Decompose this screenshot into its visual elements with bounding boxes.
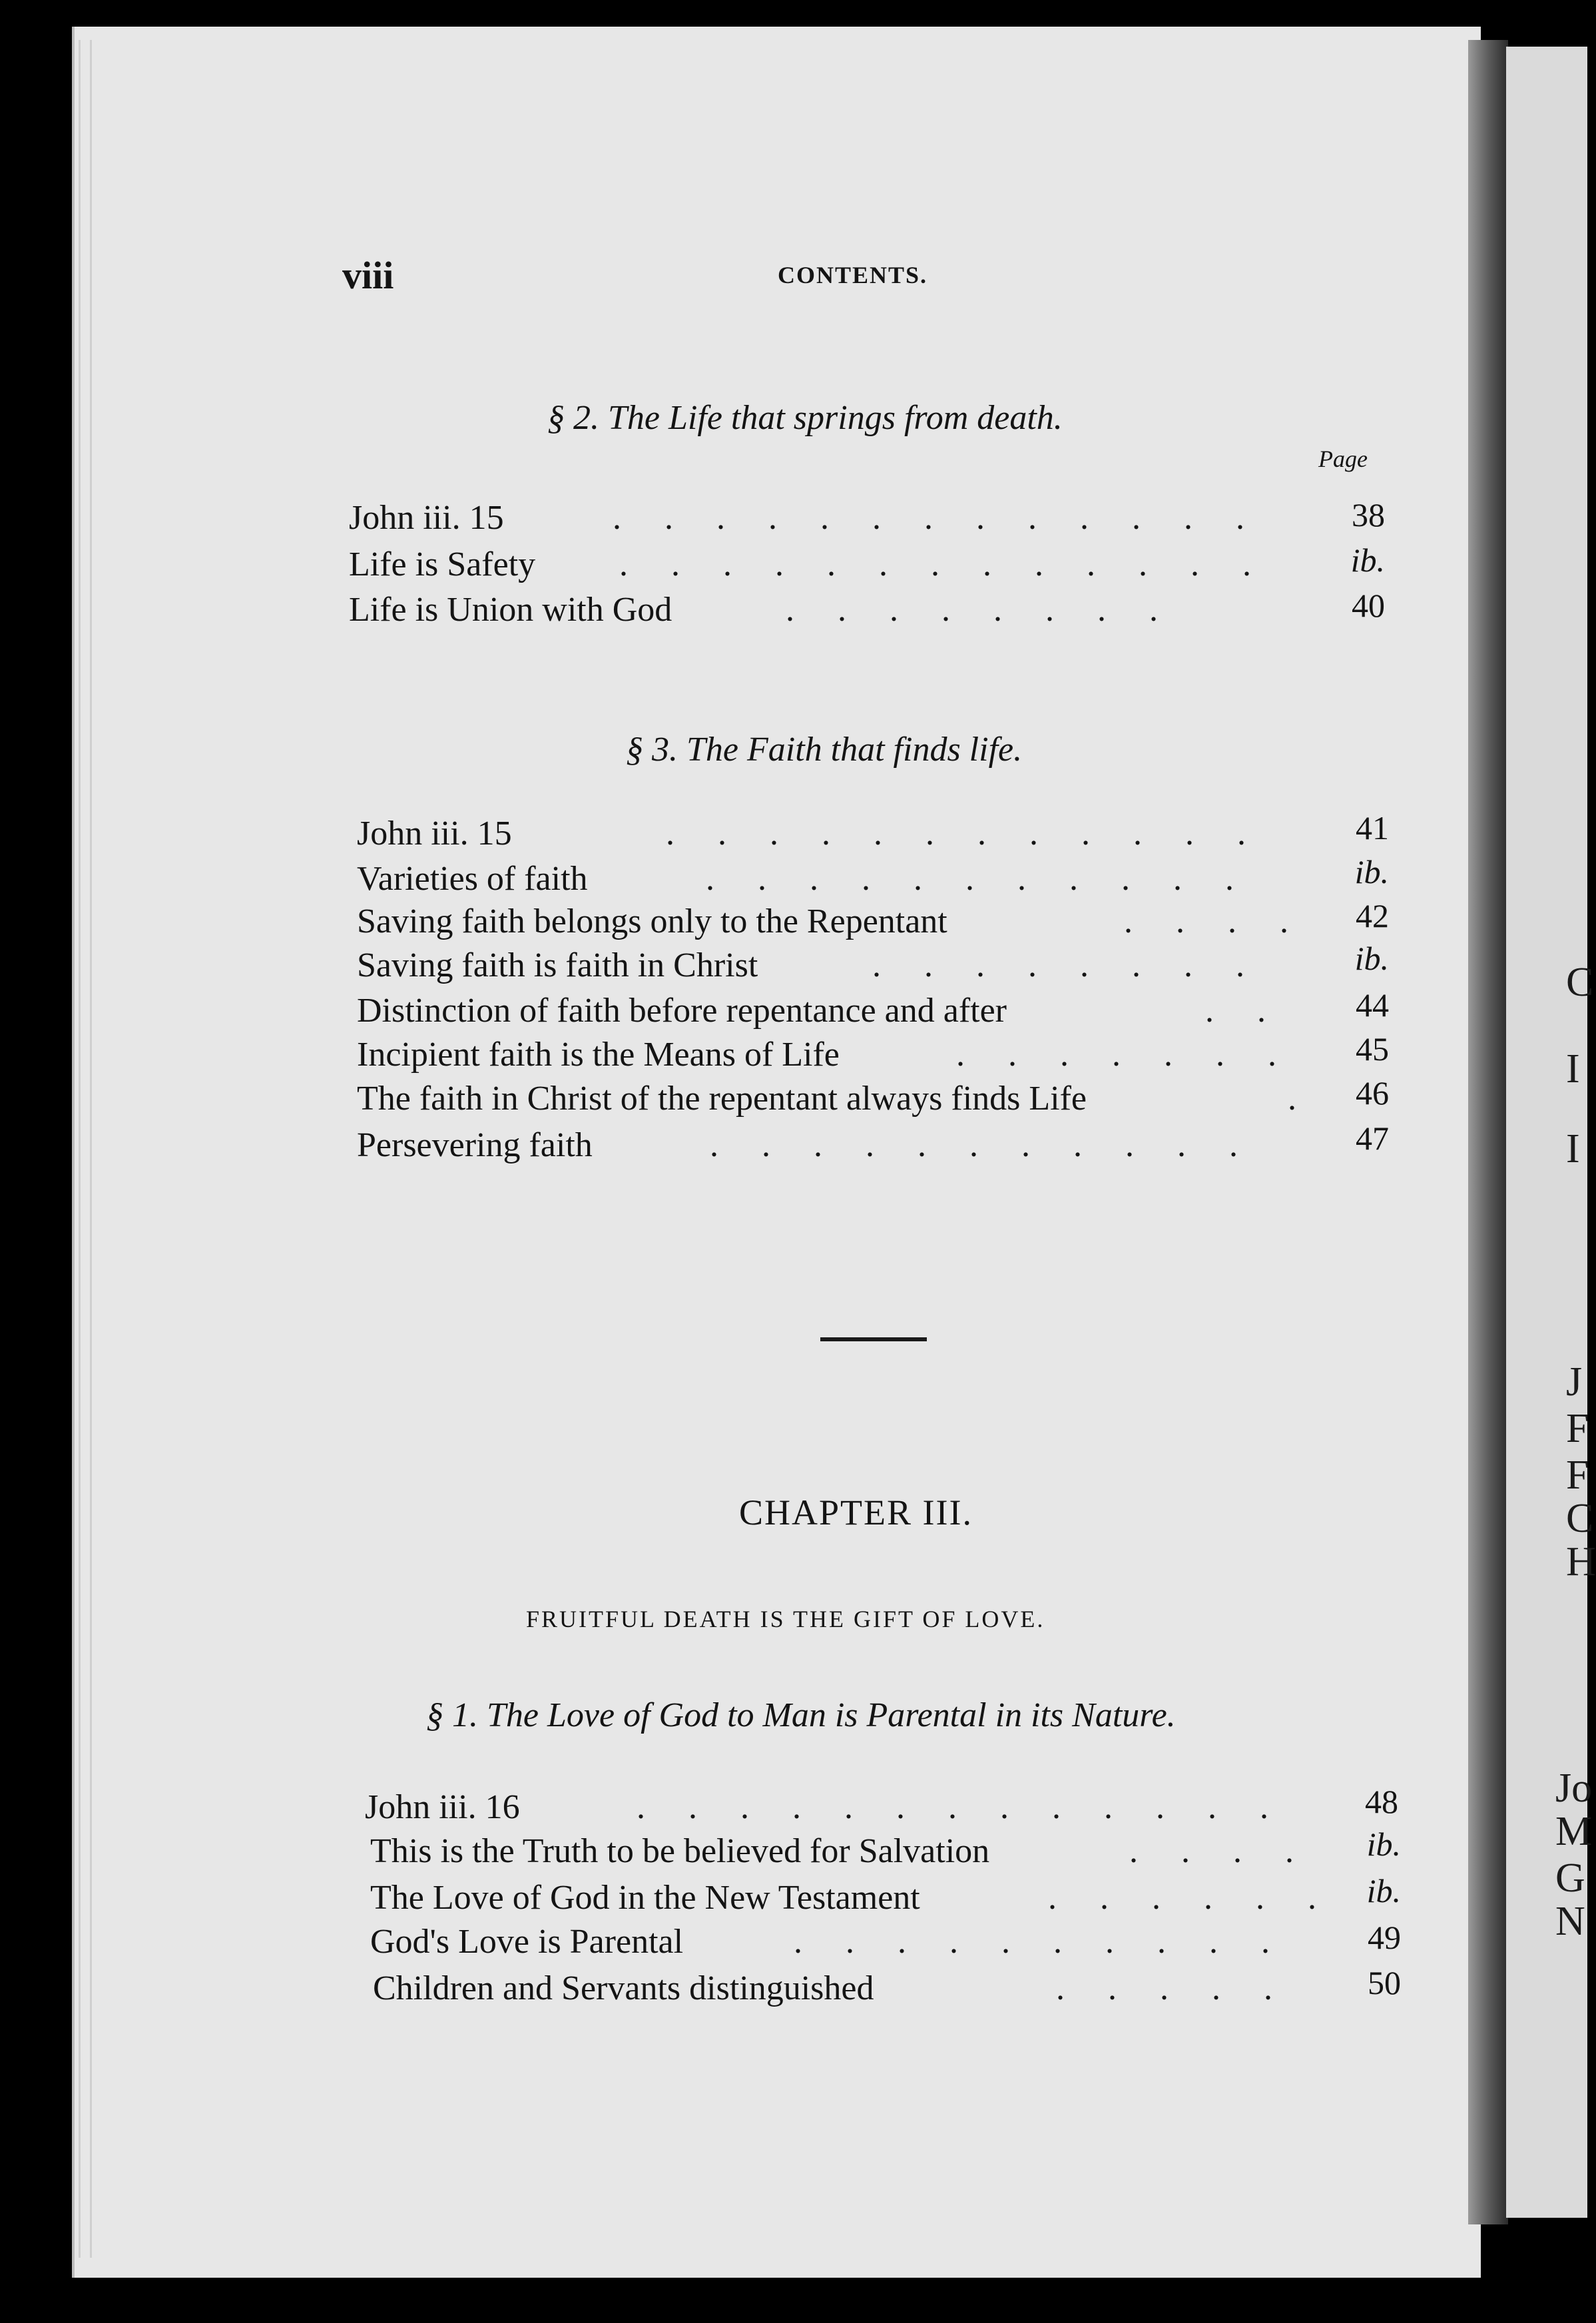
section-3-title: § 3. The Faith that finds life. [626, 731, 1023, 769]
toc-page-number: 45 [1356, 1030, 1389, 1068]
toc-page-number: ib. [1350, 541, 1385, 579]
toc-page-number: ib. [1366, 1872, 1401, 1909]
page-column-label: Page [1318, 446, 1368, 472]
running-title: CONTENTS. [778, 262, 928, 288]
toc-entry: John iii. 15 [357, 815, 512, 852]
section-2-title: § 2. The Life that springs from death. [547, 399, 1063, 437]
facing-letter: Jo [1555, 1766, 1593, 1811]
toc-page-number: 46 [1356, 1074, 1389, 1112]
facing-letter: F [1566, 1406, 1589, 1451]
toc-entry: Incipient faith is the Means of Life [357, 1036, 840, 1074]
chapter-subtitle: FRUITFUL DEATH IS THE GIFT OF LOVE. [526, 1606, 1045, 1632]
toc-entry: Life is Union with God [349, 591, 672, 629]
page-number: viii [342, 254, 394, 297]
toc-entry: The faith in Christ of the repentant always finds Life [357, 1080, 1087, 1118]
facing-letter: I [1566, 1126, 1580, 1171]
leader-dots: . . . . . . . . . . . . . [619, 545, 1251, 583]
book-gutter [1468, 40, 1508, 2224]
toc-entry: Persevering faith [357, 1126, 593, 1164]
toc-entry: Distinction of faith before repentance and after [357, 992, 1007, 1030]
toc-page-number: 41 [1356, 809, 1389, 846]
leader-dots: . . . . . . . . . . . [710, 1126, 1238, 1164]
facing-letter: H [1566, 1539, 1596, 1584]
leader-dots: . . . . . . . . . . . [706, 860, 1234, 898]
leader-dots: . . . . . . . [956, 1036, 1276, 1074]
leader-dots: . . . . . . . . [872, 946, 1244, 984]
leader-dots: . . [1205, 992, 1266, 1030]
toc-entry: Life is Safety [349, 545, 536, 583]
leader-dots: . [1288, 1080, 1296, 1118]
toc-page-number: 44 [1356, 986, 1389, 1024]
toc-page-number: ib. [1354, 853, 1389, 890]
toc-page-number: ib. [1366, 1825, 1401, 1863]
leader-dots: . . . . . . . . . . [794, 1923, 1270, 1961]
toc-entry: Saving faith belongs only to the Repentant [357, 902, 947, 940]
toc-page-number: 42 [1356, 897, 1389, 934]
facing-letter: J [1566, 1359, 1583, 1405]
toc-entry: Varieties of faith [357, 860, 588, 898]
toc-page-number: 49 [1368, 1919, 1401, 1956]
toc-page-number: 50 [1368, 1964, 1401, 2001]
toc-page-number: 40 [1352, 587, 1385, 624]
page-edge [79, 40, 92, 2258]
toc-entry: Saving faith is faith in Christ [357, 946, 758, 984]
leader-dots: . . . . . . [1048, 1879, 1316, 1917]
toc-entry: This is the Truth to be believed for Salvation [370, 1832, 990, 1870]
facing-letter: N [1555, 1899, 1585, 1944]
leader-dots: . . . . . . . . [786, 591, 1158, 629]
toc-entry: John iii. 16 [365, 1788, 520, 1826]
toc-entry: The Love of God in the New Testament [370, 1879, 920, 1917]
leader-dots: . . . . . . . . . . . . [666, 815, 1246, 852]
leader-dots: . . . . . . . . . . . . . [613, 499, 1244, 537]
facing-letter: G [1555, 1855, 1585, 1901]
facing-letter: I [1566, 1046, 1580, 1092]
toc-entry: John iii. 15 [349, 499, 504, 537]
leader-dots: . . . . [1129, 1832, 1294, 1870]
section-divider [820, 1337, 927, 1341]
leader-dots: . . . . . . . . . . . . . [637, 1788, 1268, 1826]
leader-dots: . . . . [1124, 902, 1288, 940]
facing-letter: F [1566, 1453, 1589, 1498]
chapter-3-section-1-title: § 1. The Love of God to Man is Parental in its Nature. [426, 1696, 1176, 1734]
toc-page-number: ib. [1354, 940, 1389, 977]
facing-letter: C [1566, 960, 1594, 1005]
toc-entry: God's Love is Parental [370, 1923, 684, 1961]
toc-page-number: 38 [1352, 496, 1385, 533]
toc-page-number: 48 [1365, 1783, 1398, 1820]
facing-letter: M [1555, 1809, 1593, 1854]
facing-letter: C [1566, 1496, 1594, 1541]
toc-entry: Children and Servants distinguished [373, 1969, 874, 2007]
toc-page-number: 47 [1356, 1120, 1389, 1157]
chapter-title: CHAPTER III. [739, 1493, 973, 1532]
leader-dots: . . . . . [1056, 1969, 1272, 2007]
